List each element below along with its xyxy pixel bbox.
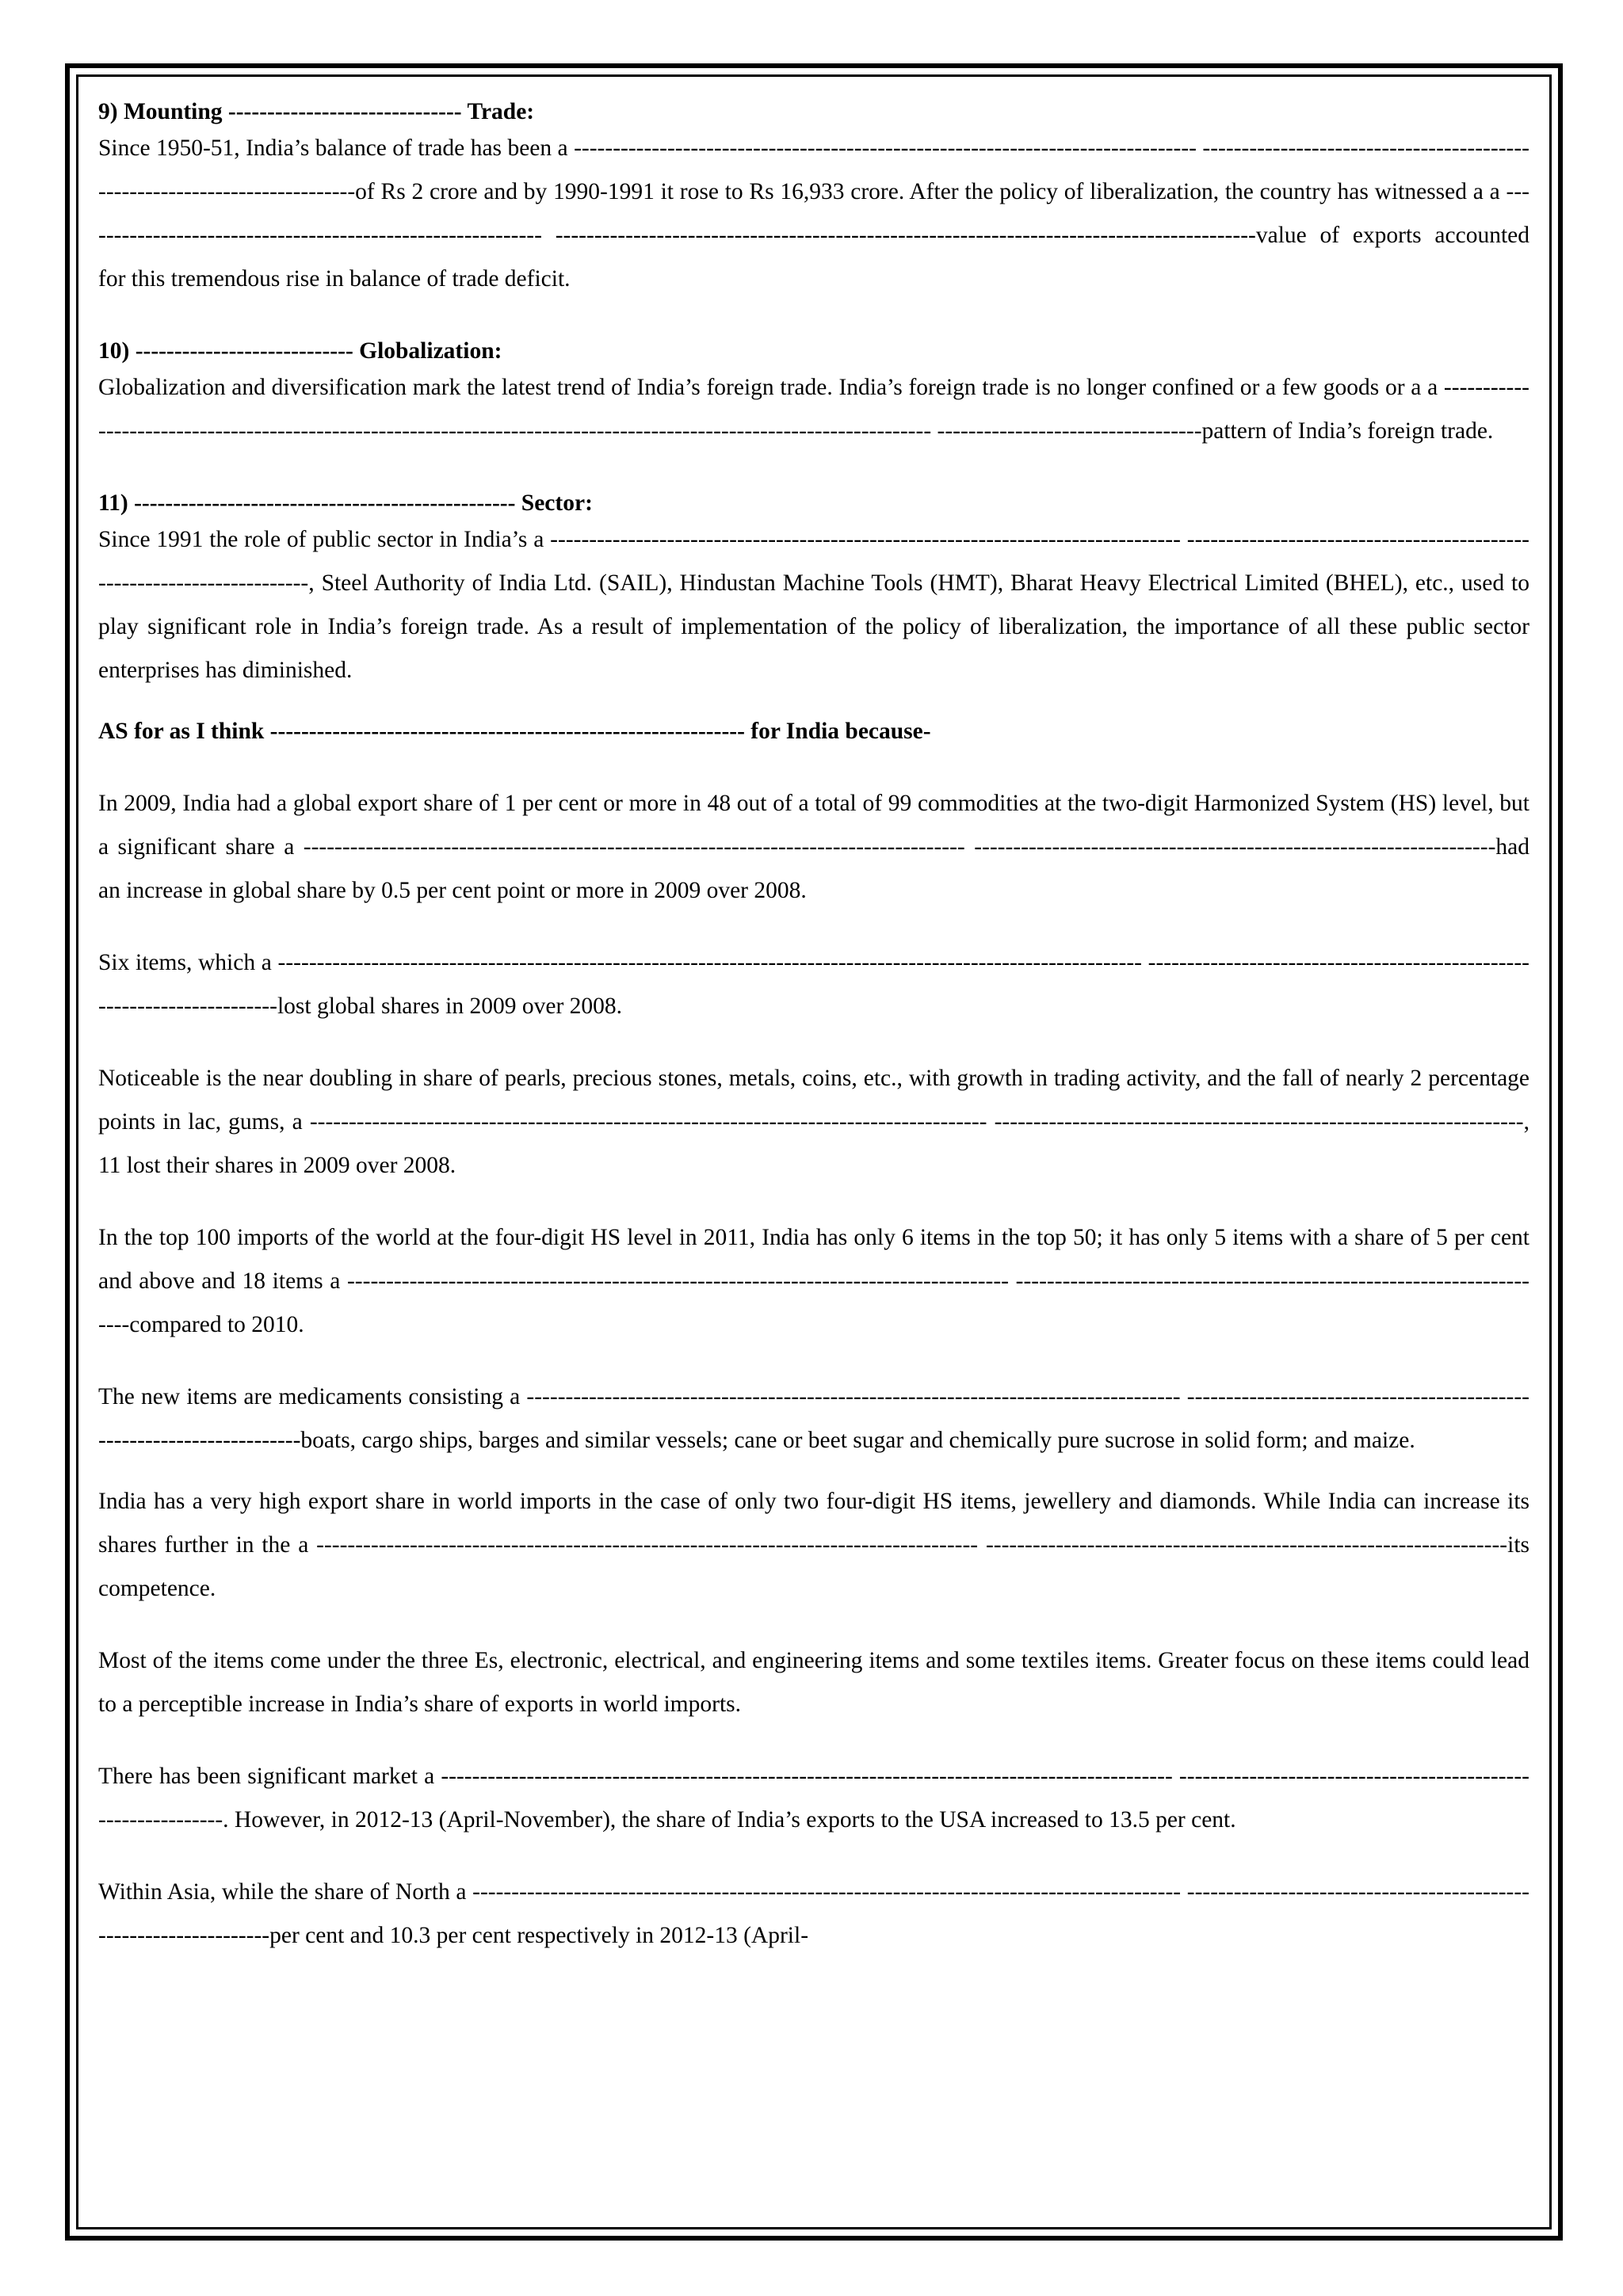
- section-gap: [98, 1188, 1529, 1216]
- paragraph: Since 1950-51, India’s balance of trade has been a -------------------------------------------------------------------------------- ---------------------------------------------------------------------------of Rs 2 crore and by 1990-1991 it rose to Rs 16,933 crore. After the policy of liberalization, the country has witnessed a a ------------------------------------------------------------ ------------------------------------------------------------------------------------------value of exports accounted for this tremendous rise in balance of trade deficit.: [98, 135, 1529, 292]
- paragraph: India has a very high export share in world imports in the case of only two four-digit HS items, jewellery and diamonds. While India can increase its shares further in the a ------------------------------------------------------------------------------------- -------------------------------------------------------------------its competence.: [98, 1489, 1529, 1601]
- paragraph: Most of the items come under the three Es, electronic, electrical, and engineering items and some textiles items. Greater focus on these items could lead to a perceptible increase in India’s share of exports in world imports.: [98, 1648, 1529, 1717]
- paragraph: In 2009, India had a global export share of 1 per cent or more in 48 out of a total of 99 commodities at the two-digit Harmonized System (HS) level, but a significant share a ------------------------------------------------------------------------------------- -------------------------------------------------------------------had an increase in global share by 0.5 per cent point or more in 2009 over 2008.: [98, 791, 1529, 903]
- section-gap: [98, 1028, 1529, 1057]
- section-gap: [98, 1463, 1529, 1480]
- paragraph: There has been significant market a ---------------------------------------------------------------------------------------------- -------------------------------------------------------------. However, in 2012-13 (April-November), the share of India’s exports to the USA increased to 13.5 per cent.: [98, 1764, 1529, 1833]
- bold-statement: AS for as I think ------------------------------------------------------------- for India because-: [98, 719, 931, 744]
- paragraph: Globalization and diversification mark the latest trend of India’s foreign trade. India’s foreign trade is no longer confined or a few goods or a a ---------------------------------------------------------------------------------------------------------------------- ----------------------------------pattern of India’s foreign trade.: [98, 375, 1529, 444]
- section-gap: [98, 753, 1529, 782]
- section-gap: [98, 1611, 1529, 1639]
- section-heading: 9) Mounting ------------------------------ Trade:: [98, 99, 535, 124]
- section-gap: [98, 301, 1529, 336]
- section-gap: [98, 1842, 1529, 1871]
- section-gap: [98, 692, 1529, 710]
- paragraph: Noticeable is the near doubling in share of pearls, precious stones, metals, coins, etc., with growth in trading activity, and the fall of nearly 2 percentage points in lac, gums, a --------------------------------------------------------------------------------------- --------------------------------------------------------------------, 11 lost their shares in 2009 over 2008.: [98, 1066, 1529, 1178]
- section-heading: 11) ------------------------------------------------- Sector:: [98, 490, 593, 516]
- paragraph: The new items are medicaments consisting a ------------------------------------------------------------------------------------ ----------------------------------------------------------------------boats, cargo ships, barges and similar vessels; cane or beet sugar and chemically pure sucrose in solid form; and maize.: [98, 1384, 1529, 1453]
- paragraph: Six items, which a --------------------------------------------------------------------------------------------------------------- ------------------------------------------------------------------------lost global shares in 2009 over 2008.: [98, 950, 1529, 1019]
- section-gap: [98, 913, 1529, 941]
- document-body: [98, 97, 1529, 1958]
- section-gap: [98, 1347, 1529, 1375]
- section-heading: 10) ---------------------------- Globalization:: [98, 338, 502, 364]
- paragraph: In the top 100 imports of the world at the four-digit HS level in 2011, India has only 6 items in the top 50; it has only 5 items with a share of 5 per cent and above and 18 items a ------------------------------------------------------------------------------------- ----------------------------------------------------------------------compared to 2010.: [98, 1225, 1529, 1337]
- section-gap: [98, 1726, 1529, 1755]
- paragraph: Since 1991 the role of public sector in India’s a --------------------------------------------------------------------------------- -----------------------------------------------------------------------, Steel Authority of India Ltd. (SAIL), Hindustan Machine Tools (HMT), Bharat Heavy Electrical Limited (BHEL), etc., used to play significant role in India’s foreign trade. As a result of implementation of the policy of liberalization, the importance of all these public sector enterprises has diminished.: [98, 527, 1529, 683]
- paragraph: Within Asia, while the share of North a ------------------------------------------------------------------------------------------- ------------------------------------------------------------------per cent and 10.3 per cent respectively in 2012-13 (April-: [98, 1879, 1529, 1948]
- section-gap: [98, 453, 1529, 488]
